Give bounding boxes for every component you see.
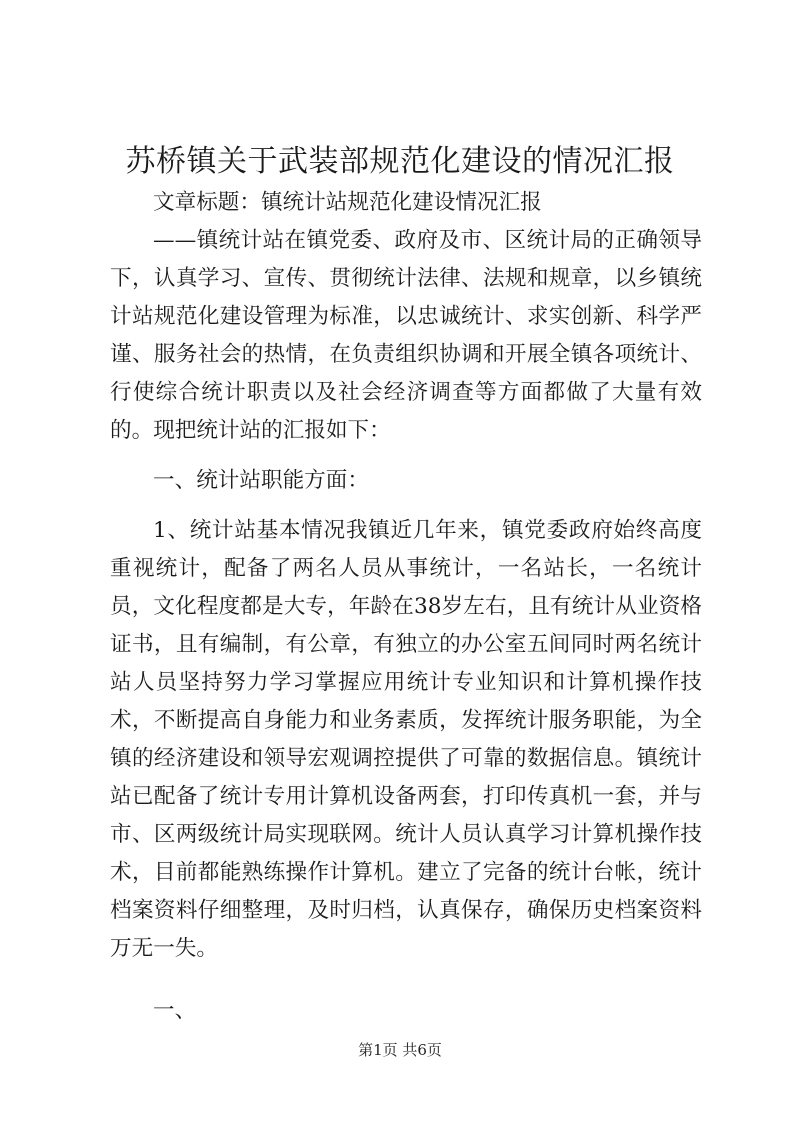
section-marker-paragraph: 一、	[153, 998, 197, 1023]
intro-paragraph: ——镇统计站在镇党委、政府及市、区统计局的正确领导下，认真学习、宣传、贯彻统计法律、法规和规章，以乡镇统计站规范化建设管理为标准，以忠诚统计、求实创新、科学严谨、服务社会的热情，在负责组织协调和开展全镇各项统计、行使综合统计职责以及社会经济调查等方面都做了大量有效的。现把统计站的汇报如下：	[110, 228, 702, 443]
section-heading-paragraph: 一、统计站职能方面：	[153, 468, 369, 493]
document-title: 苏桥镇关于武装部规范化建设的情况汇报	[125, 144, 675, 179]
article-subtitle-paragraph: 文章标题：镇统计站规范化建设情况汇报	[153, 190, 542, 215]
page-number-footer: 第1页 共6页	[358, 1041, 442, 1059]
basic-info-paragraph: 1、统计站基本情况我镇近几年来，镇党委政府始终高度重视统计，配备了两名人员从事统计，一名站长，一名统计员，文化程度都是大专，年龄在38岁左右，且有统计从业资格证书，且有编制，有公章，有独立的办公室五间同时两名统计站人员坚持努力学习掌握应用统计专业知识和计算机操作技术，不断提高自身能力和业务素质，发挥统计服务职能，为全镇的经济建设和领导宏观调控提供了可靠的数据信息。镇统计站已配备了统计专用计算机设备两套，打印传真机一套，并与市、区两级统计局实现联网。统计人员认真学习计算机操作技术，目前都能熟练操作计算机。建立了完备的统计台帐，统计档案资料仔细整理，及时归档，认真保存，确保历史档案资料万无一失。	[110, 518, 702, 961]
document-body	[110, 184, 702, 1030]
